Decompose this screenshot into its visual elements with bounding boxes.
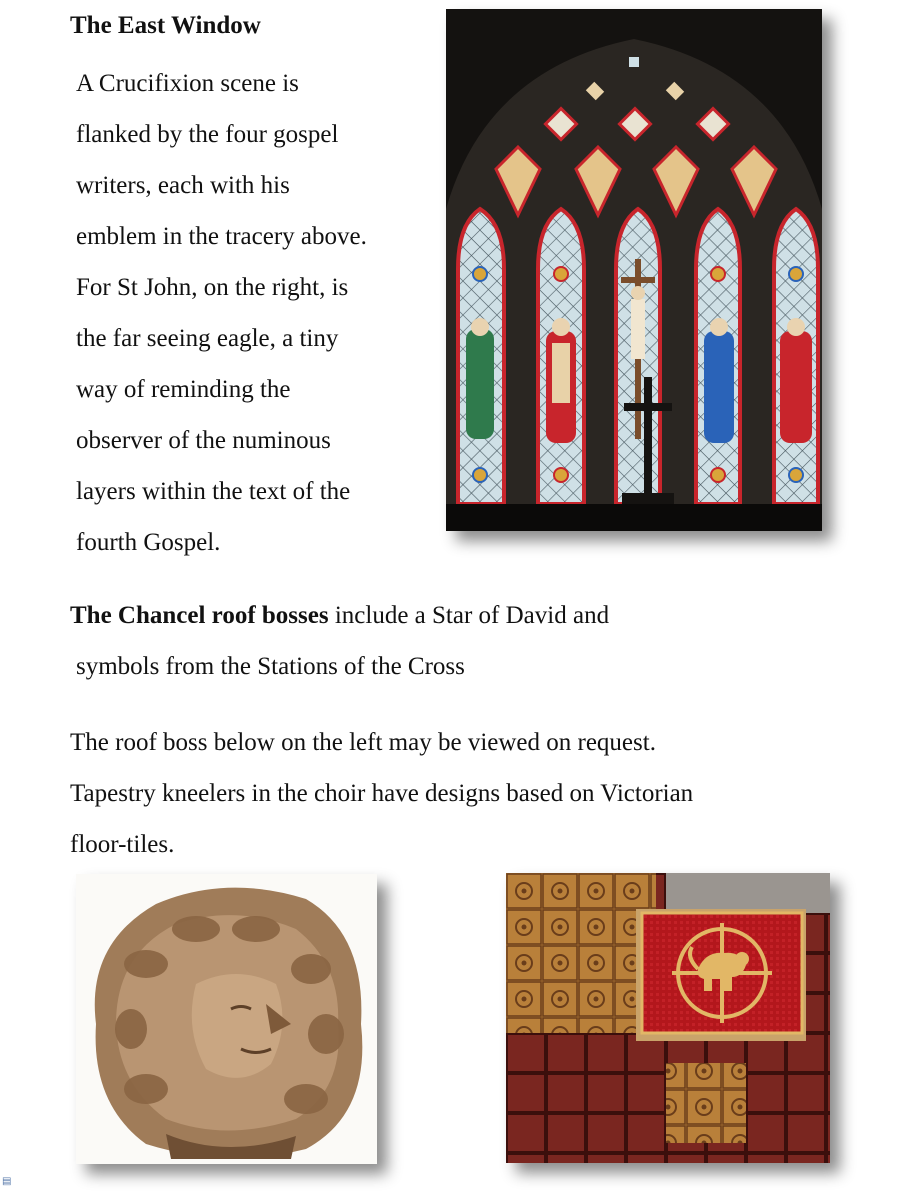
text-line: floor-tiles. [70, 831, 175, 858]
kneeler-on-tiles-image [506, 873, 830, 1163]
carved-roof-boss-image [76, 874, 377, 1164]
text-line: writers, each with his [76, 172, 290, 199]
text-line: The roof boss below on the left may be viewed on request. [70, 729, 656, 756]
text-line: symbols from the Stations of the Cross [76, 653, 465, 680]
chancel-text [70, 590, 870, 692]
roof-boss-text [70, 717, 890, 870]
chancel-heading: The Chancel roof bosses [70, 602, 329, 629]
text-line: Tapestry kneelers in the choir have designs based on Victorian [70, 780, 694, 807]
east-window-text [76, 58, 436, 568]
text-line: For St John, on the right, is [76, 274, 349, 301]
east-window-photo [446, 9, 822, 531]
east-window-heading: The East Window [70, 12, 261, 39]
text-line: A Crucifixion scene is [76, 70, 299, 97]
text-line: include a Star of David and [328, 602, 610, 629]
text-line: way of reminding the [76, 376, 291, 403]
text-line: observer of the numinous [76, 427, 331, 454]
text-line: layers within the text of the [76, 478, 351, 505]
page-corner-icon: ▤ [2, 1176, 12, 1187]
text-line: fourth Gospel. [76, 529, 221, 556]
roof-boss-photo [76, 874, 377, 1164]
text-line: flanked by the four gospel [76, 121, 339, 148]
tapestry-kneeler-photo [506, 873, 830, 1163]
text-line: the far seeing eagle, a tiny [76, 325, 339, 352]
kneeler [636, 909, 806, 1041]
text-line: emblem in the tracery above. [76, 223, 367, 250]
stained-glass-window-image [446, 9, 822, 531]
